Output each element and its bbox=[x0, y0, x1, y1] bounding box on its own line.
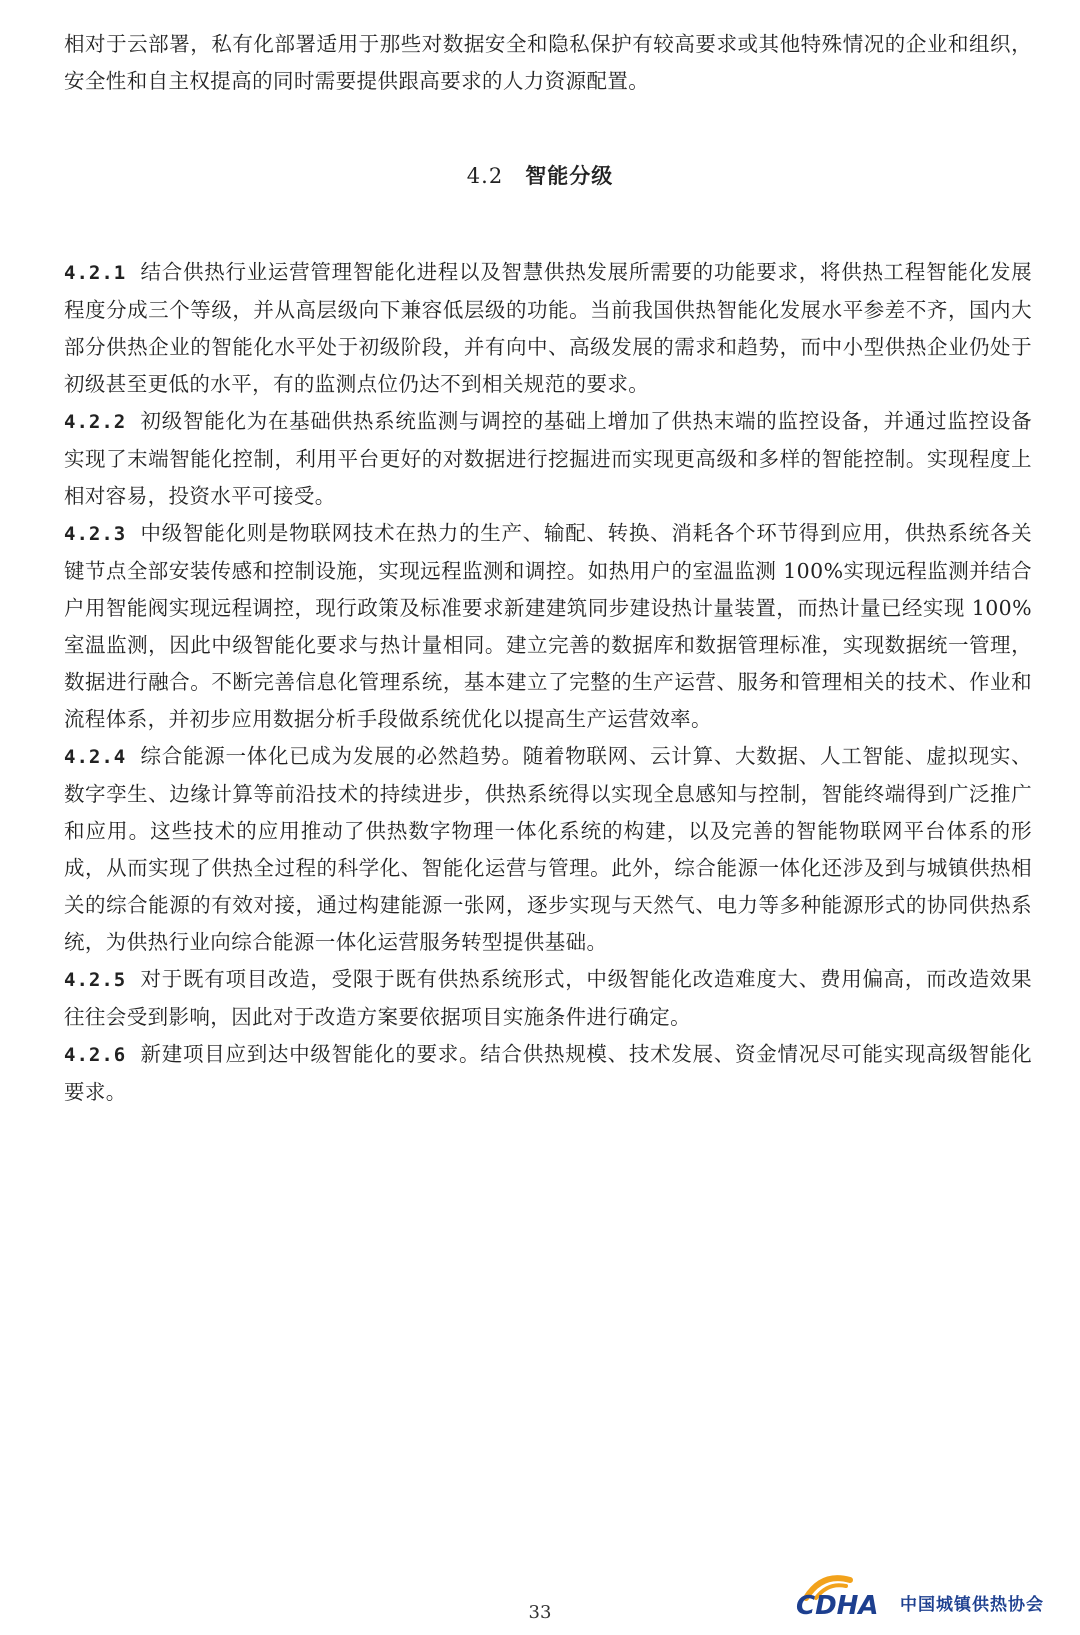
section-title: 智能分级 bbox=[525, 164, 614, 188]
clause-number: 4.2.4 bbox=[64, 746, 127, 768]
clause-4-2-3 bbox=[64, 515, 1032, 738]
clause-text: 结合供热行业运营管理智能化进程以及智慧供热发展所需要的功能要求，将供热工程智能化发展程度分成三个等级，并从高层级向下兼容低层级的功能。当前我国供热智能化发展水平参差不齐，国内大部分供热企业的智能化水平处于初级阶段，并有向中、高级发展的需求和趋势，而中小型供热企业仍处于初级甚至更低的水平，有的监测点位仍达不到相关规范的要求。 bbox=[64, 260, 1032, 396]
clause-4-2-1 bbox=[64, 254, 1032, 403]
clause-4-2-6 bbox=[64, 1036, 1032, 1111]
section-number: 4.2 bbox=[466, 164, 504, 188]
clause-number: 4.2.1 bbox=[64, 262, 127, 284]
clause-number: 4.2.5 bbox=[64, 969, 127, 991]
clause-number: 4.2.3 bbox=[64, 523, 127, 545]
logo-name: 中国城镇供热协会 bbox=[900, 1595, 1044, 1615]
logo-letters: CDHA bbox=[796, 1591, 879, 1621]
clause-text: 新建项目应到达中级智能化的要求。结合供热规模、技术发展、资金情况尽可能实现高级智能化要求。 bbox=[64, 1042, 1032, 1104]
clause-4-2-2 bbox=[64, 403, 1032, 515]
clause-list bbox=[64, 254, 1032, 1111]
clause-4-2-5 bbox=[64, 961, 1032, 1036]
clause-number: 4.2.2 bbox=[64, 411, 127, 433]
clause-text: 综合能源一体化已成为发展的必然趋势。随着物联网、云计算、大数据、人工智能、虚拟现实、数字孪生、边缘计算等前沿技术的持续进步，供热系统得以实现全息感知与控制，智能终端得到广泛推广和应用。这些技术的应用推动了供热数字物理一体化系统的构建，以及完善的智能物联网平台体系的形成，从而实现了供热全过程的科学化、智能化运营与管理。此外，综合能源一体化还涉及到与城镇供热相关的综合能源的有效对接，通过构建能源一张网，逐步实现与天然气、电力等多种能源形式的协同供热系统，为供热行业向综合能源一体化运营服务转型提供基础。 bbox=[64, 744, 1032, 954]
cdha-logo bbox=[792, 1568, 1068, 1622]
clause-text: 对于既有项目改造，受限于既有供热系统形式，中级智能化改造难度大、费用偏高，而改造效果往往会受到影响，因此对于改造方案要依据项目实施条件进行确定。 bbox=[64, 967, 1032, 1029]
clause-text: 初级智能化为在基础供热系统监测与调控的基础上增加了供热末端的监控设备，并通过监控设备实现了末端智能化控制，利用平台更好的对数据进行挖掘进而实现更高级和多样的智能控制。实现程度上相对容易，投资水平可接受。 bbox=[64, 409, 1032, 508]
cdha-logo-icon bbox=[792, 1568, 900, 1622]
section-heading bbox=[0, 160, 1080, 190]
page-number: 33 bbox=[528, 1602, 552, 1623]
clause-text: 中级智能化则是物联网技术在热力的生产、输配、转换、消耗各个环节得到应用，供热系统各关键节点全部安装传感和控制设施，实现远程监测和调控。如热用户的室温监测 100%实现远程监测并结合户用智能阀实现远程调控，现行政策及标准要求新建建筑同步建设热计量装置，而热计量已经实现 100%室温监测，因此中级智能化要求与热计量相同。建立完善的数据库和数据管理标准，实现数据统一管理，数据进行融合。不断完善信息化管理系统，基本建立了完整的生产运营、服务和管理相关的技术、作业和流程体系，并初步应用数据分析手段做系统优化以提高生产运营效率。 bbox=[64, 521, 1032, 731]
clause-4-2-4 bbox=[64, 738, 1032, 961]
clause-number: 4.2.6 bbox=[64, 1044, 127, 1066]
intro-paragraph: 相对于云部署，私有化部署适用于那些对数据安全和隐私保护有较高要求或其他特殊情况的企业和组织，安全性和自主权提高的同时需要提供跟高要求的人力资源配置。 bbox=[64, 32, 1032, 93]
